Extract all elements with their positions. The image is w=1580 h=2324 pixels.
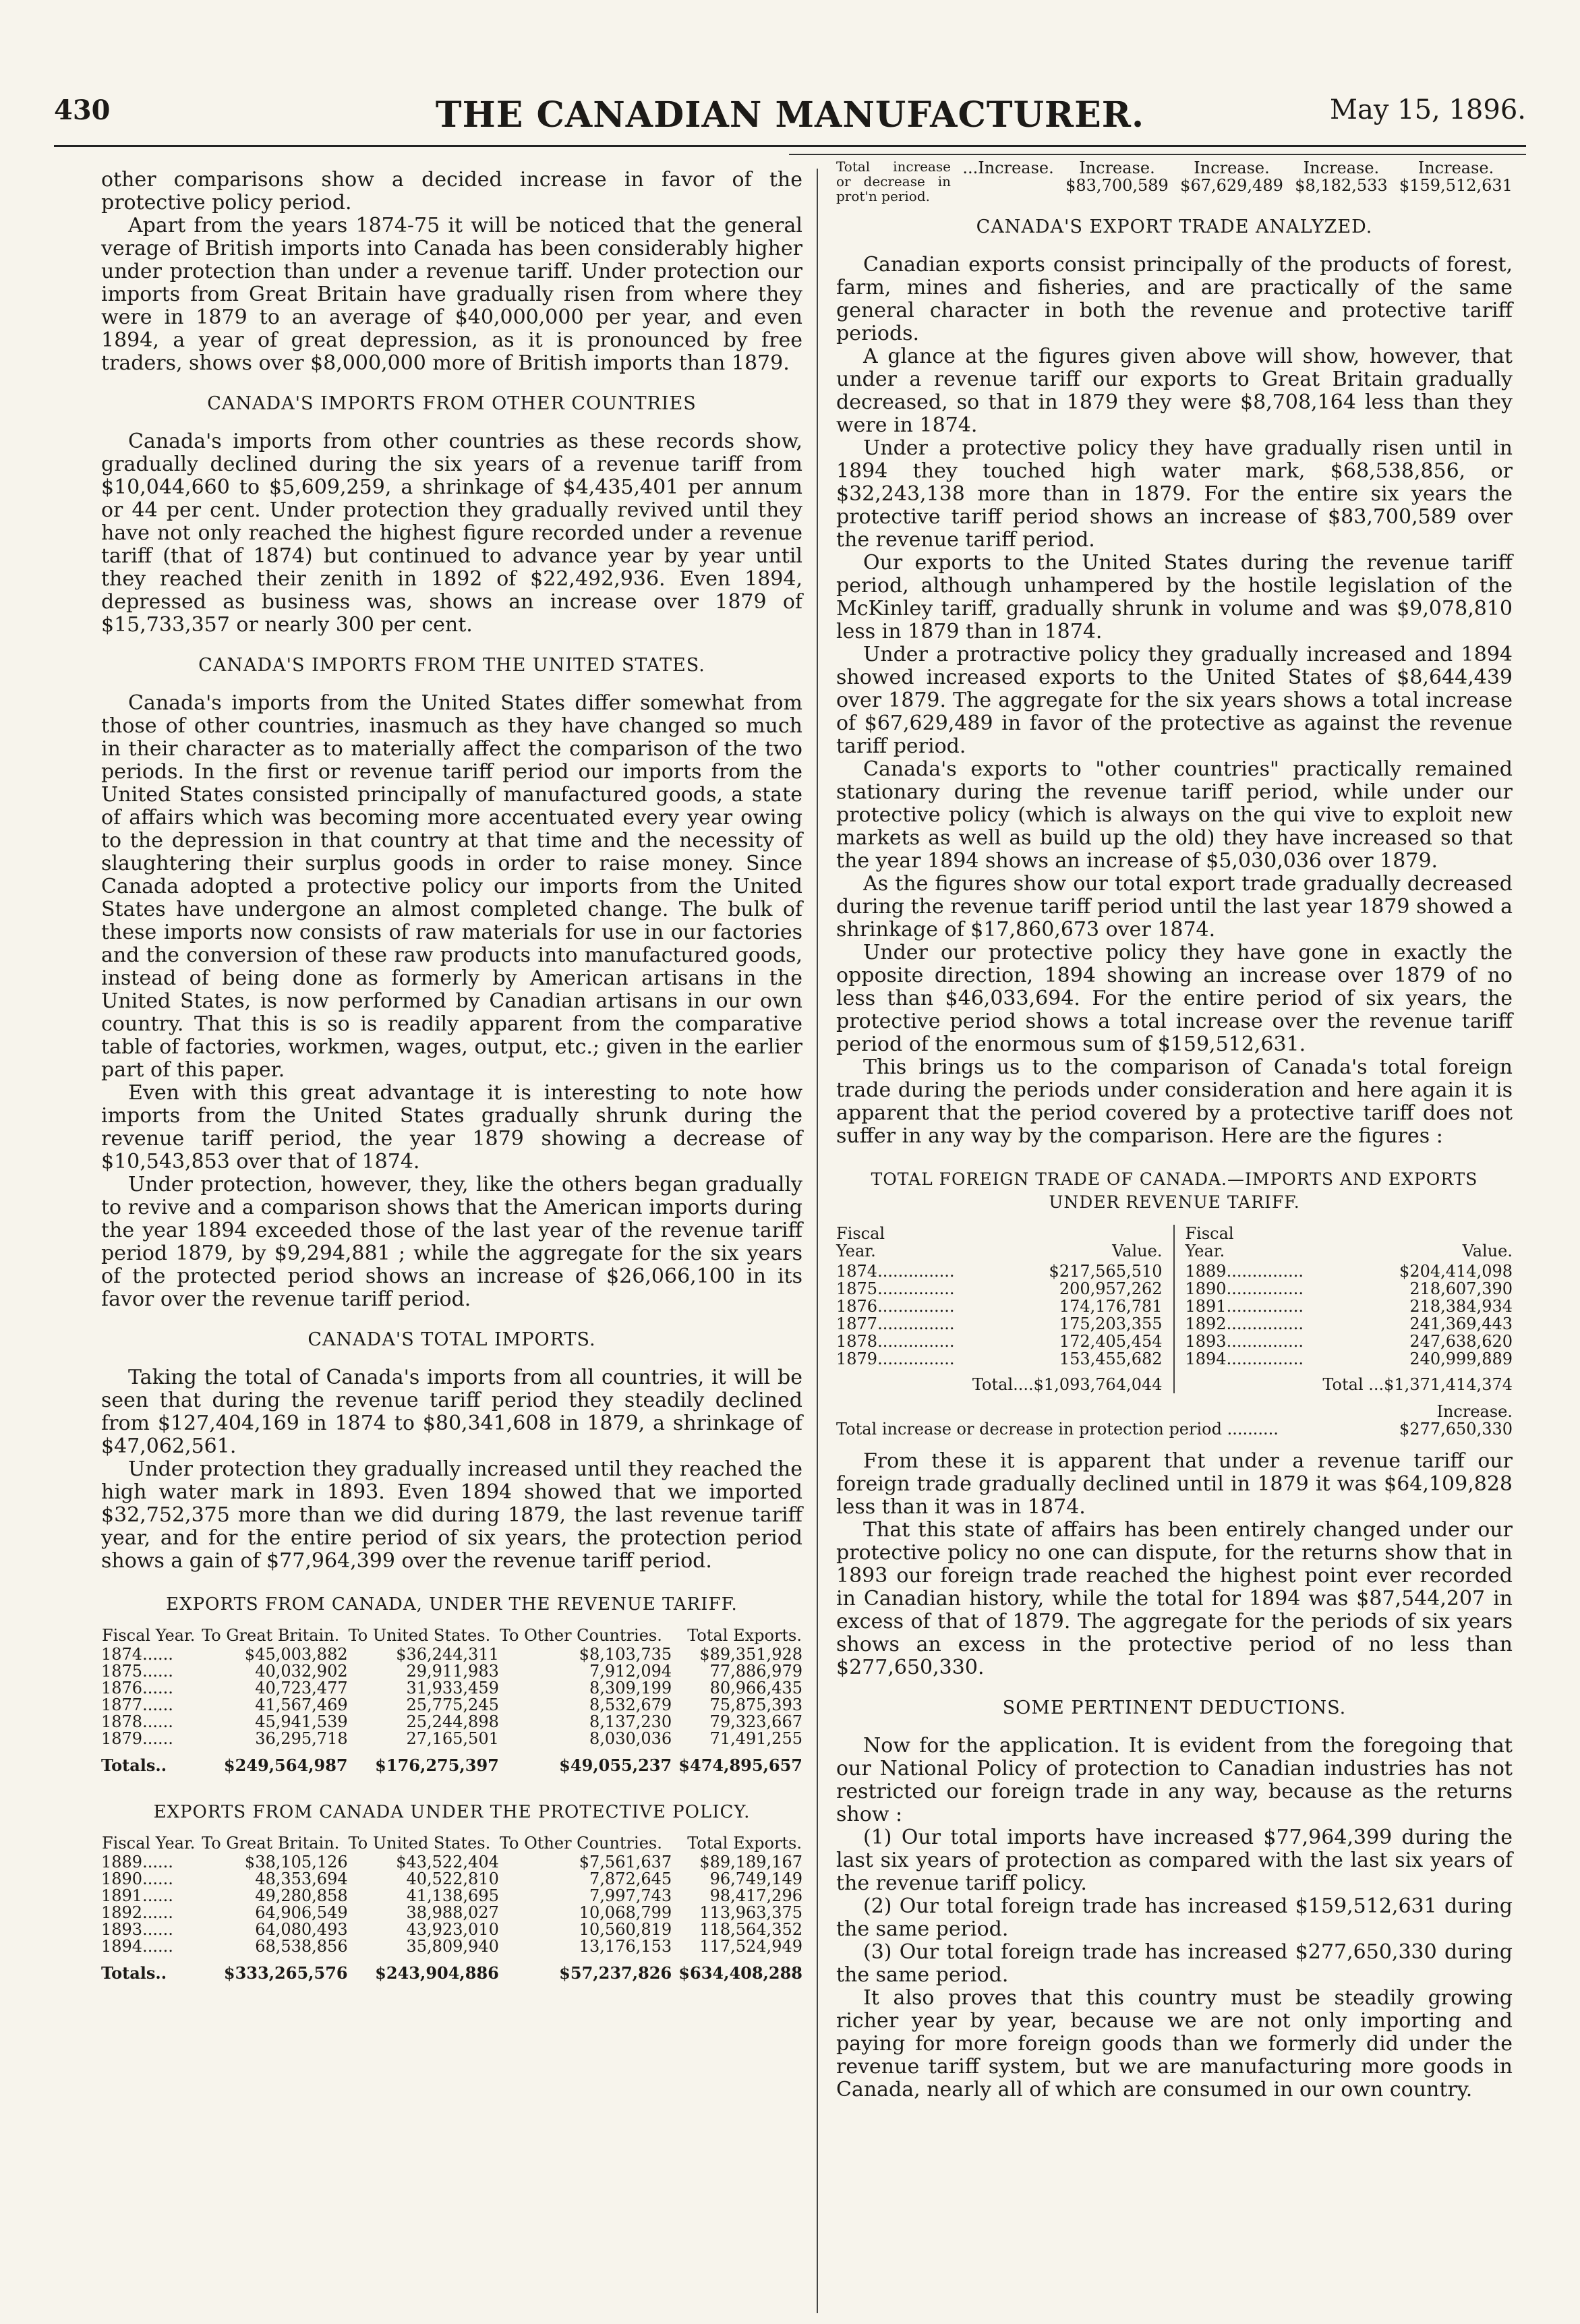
table-cell: 48,353,694 — [255, 1869, 348, 1888]
increase-value: $159,512,631 — [1399, 176, 1513, 195]
table-row — [101, 1921, 802, 1938]
table-cell: 1879...... — [101, 1729, 173, 1748]
table-cell: $204,414,098 — [1399, 1262, 1513, 1281]
table-cell: 77,886,979 — [709, 1662, 802, 1681]
foreign-trade-increase — [836, 1420, 1513, 1438]
column-header: To Great Britain. — [202, 1626, 340, 1645]
paragraph: other comparisons show a decided increase in favor of the protective policy period. — [101, 168, 802, 214]
table-cell: 36,295,718 — [255, 1729, 348, 1748]
section-heading: CANADA'S EXPORT TRADE ANALYZED. — [976, 216, 1373, 237]
table-cell: 200,957,262 — [1059, 1279, 1163, 1298]
table-cell: 96,749,149 — [709, 1869, 802, 1888]
table-cell: 118,564,352 — [699, 1920, 802, 1939]
column-header: Fiscal Year. — [102, 1626, 196, 1645]
table-row — [1186, 1262, 1513, 1280]
paragraph: Now for the application. It is evident from the foregoing that our National Policy of protection to Canadian industries has not restricted our foreign trade in any way, because as the returns show : — [836, 1734, 1513, 1826]
header-rule-short — [789, 154, 1526, 155]
table-cell: 8,309,199 — [589, 1679, 672, 1697]
table-cell: 35,809,940 — [406, 1937, 499, 1956]
paragraph: Under protection, however, they, like the others began gradually to revive and a comparison shows that the American imports during the year 1894 exceeded those of the last year of the revenue tariff period 1879, by $9,294,881 ; while the aggregate for the six years of the protected period shows an increase of $26,066,100 in its favor over the revenue tariff period. — [101, 1173, 802, 1311]
table-cell: $176,275,397 — [375, 1755, 499, 1775]
table-cell: $8,103,735 — [579, 1645, 672, 1664]
table-row — [101, 1938, 802, 1955]
table-cell: 247,638,620 — [1409, 1332, 1513, 1351]
section-heading: CANADA'S IMPORTS FROM OTHER COUNTRIES — [207, 393, 697, 414]
increase-value: $277,650,330 — [1399, 1420, 1513, 1439]
column-divider — [817, 169, 818, 2313]
foreign-trade-table — [836, 1225, 1513, 1393]
table-cell: 7,912,094 — [589, 1662, 672, 1681]
paragraph: Canadian exports consist principally of the products of forest, farm, mines and fisheries, and are practically of the same general character in both the revenue and protective tariff periods. — [836, 253, 1513, 345]
table-cell: 1879............... — [836, 1349, 955, 1368]
table-cell: 41,567,469 — [255, 1695, 348, 1714]
table-row — [1186, 1280, 1513, 1298]
table-cell: 1878...... — [101, 1712, 173, 1731]
table-cell: 64,080,493 — [255, 1920, 348, 1939]
paragraph: (2) Our total foreign trade has increased $159,512,631 during the same period. — [836, 1894, 1513, 1941]
column-header: Total Exports. — [687, 1834, 802, 1853]
column-header: Value. — [1112, 1242, 1163, 1260]
header-rule — [54, 145, 1526, 147]
table-cell: 8,030,036 — [589, 1729, 672, 1748]
table-row — [101, 1697, 802, 1714]
table-cell: 10,560,819 — [579, 1920, 672, 1939]
paragraph: Canada's imports from other countries as these records show, gradually declined during the six years of a revenue tariff from $10,044,660 to $5,609,259, a shrinkage of $4,435,401 per annum or 44 per cent. Under protection they gradually revived until they have not only reached the highest figure recorded under a revenue tariff (that of 1874) but continued to advance year by year until they reached their zenith in 1892 of $22,492,936. Even 1894, depressed as business was, shows an increase over 1879 of $15,733,357 or nearly 300 per cent. — [101, 430, 802, 637]
column-header: To United States. — [348, 1626, 491, 1645]
paragraph: (1) Our total imports have increased $77,964,399 during the last six years of protection as compared with the last six years of the revenue tariff policy. — [836, 1826, 1513, 1895]
table-cell: 49,280,858 — [255, 1886, 348, 1905]
table-row — [1186, 1315, 1513, 1333]
table-total: Total ...$1,371,414,374 — [1322, 1375, 1513, 1394]
table-row — [836, 1280, 1163, 1298]
table-row — [101, 1888, 802, 1905]
section-heading: SOME PERTINENT DEDUCTIONS. — [1002, 1697, 1347, 1718]
table-cell: 71,491,255 — [709, 1729, 802, 1748]
table-title: EXPORTS FROM CANADA UNDER THE PROTECTIVE POLICY. — [153, 1802, 751, 1822]
table-cell: 1877............... — [836, 1314, 955, 1333]
table-cell: $57,237,826 — [559, 1963, 672, 1983]
column-header: To Other Countries. — [499, 1626, 662, 1645]
table-cell: 1893...... — [101, 1920, 173, 1939]
table-row — [101, 1854, 802, 1871]
increase-label: Total increase or decrease in prot'n period. — [836, 158, 951, 204]
table-row — [101, 1731, 802, 1747]
increase-word: ...Increase. — [962, 158, 1054, 177]
table-title: TOTAL FOREIGN TRADE OF CANADA.—IMPORTS AND EXPORTS UNDER REVENUE TARIFF. — [871, 1169, 1478, 1212]
table-cell: 80,966,435 — [709, 1679, 802, 1697]
table-cell: 31,933,459 — [406, 1679, 499, 1697]
table-row — [1186, 1350, 1513, 1368]
table-cell: Totals.. — [101, 1963, 167, 1983]
table-cell: 8,532,679 — [589, 1695, 672, 1714]
increase-word: Increase. — [1194, 158, 1270, 177]
table-cell: 1876............... — [836, 1297, 955, 1316]
paragraph: Canada's exports to "other countries" practically remained stationary during the revenue tariff period, while under our protective policy (which is always on the qui vive to exploit new markets as well as build up the old) they have increased so that the year 1894 shows an increase of $5,030,036 over 1879. — [836, 757, 1513, 873]
table-cell: 1894...... — [101, 1937, 173, 1956]
table-cell: 117,524,949 — [699, 1937, 802, 1956]
table-cell: 40,522,810 — [406, 1869, 499, 1888]
table-cell: 1875...... — [101, 1662, 173, 1681]
table-cell: 1891...... — [101, 1886, 173, 1905]
table-cell: 153,455,682 — [1059, 1349, 1163, 1368]
exports-revenue-table — [101, 1627, 802, 1774]
table-cell: 40,032,902 — [255, 1662, 348, 1681]
paragraph: This brings us to the comparison of Canada's total foreign trade during the periods under consideration and here again it is apparent that the period covered by a protective tariff does not suffer in any way by the comparison. Here are the figures : — [836, 1055, 1513, 1148]
table-cell: 1893............... — [1185, 1332, 1304, 1351]
table-cell: $7,561,637 — [579, 1853, 672, 1871]
table-cell: 1890............... — [1185, 1279, 1304, 1298]
column-header: To United States. — [348, 1834, 491, 1853]
table-row — [836, 1298, 1163, 1315]
increase-summary-row — [836, 159, 1513, 204]
table-cell: 1892...... — [101, 1903, 173, 1922]
table-cell: 1891............... — [1185, 1297, 1304, 1316]
issue-date: May 15, 1896. — [1330, 94, 1526, 125]
paragraph: A glance at the figures given above will show, however, that under a revenue tariff our exports to Great Britain gradually decreased, so that in 1879 they were $8,708,164 less than they were in 1874. — [836, 345, 1513, 437]
page-header — [54, 94, 1526, 142]
table-cell: $634,408,288 — [678, 1963, 802, 1983]
paragraph: It also proves that this country must be steadily growing richer year by year, because we are not only importing and paying for more foreign goods than we formerly did under the revenue tariff system, but we are manufacturing more goods in Canada, nearly all of which are consumed in our own country. — [836, 1986, 1513, 2101]
table-cell: 8,137,230 — [589, 1712, 672, 1731]
paragraph: Apart from the years 1874-75 it will be noticed that the general verage of British imports into Canada has been considerably higher under protection than under a revenue tariff. Under protection our imports from Great Britain have gradually risen from where they were in 1879 to an average of $40,000,000 per year, and even 1894, a year of great depression, as it is pronounced by free traders, shows over $8,000,000 more of British imports than 1879. — [101, 214, 802, 375]
table-cell: 10,068,799 — [579, 1903, 672, 1922]
table-title: EXPORTS FROM CANADA, UNDER THE REVENUE TARIFF. — [166, 1594, 738, 1615]
page-number: 430 — [54, 94, 111, 126]
totals-row — [101, 1747, 802, 1774]
table-cell: 240,999,889 — [1409, 1349, 1513, 1368]
foreign-trade-revenue — [836, 1225, 1175, 1393]
table-cell: 1874...... — [101, 1645, 173, 1664]
column-header: To Great Britain. — [202, 1834, 340, 1853]
paragraph: As the figures show our total export trade gradually decreased during the revenue tariff period until the last year 1879 showed a shrinkage of $17,860,673 over 1874. — [836, 872, 1513, 941]
table-cell: 1874............... — [836, 1262, 955, 1281]
table-cell: 241,369,443 — [1409, 1314, 1513, 1333]
paragraph: Taking the total of Canada's imports from all countries, it will be seen that during the revenue tariff period they steadily declined from $127,404,169 in 1874 to $80,341,608 in 1879, a shrinkage of $47,062,561. — [101, 1366, 802, 1458]
table-cell: $243,904,886 — [375, 1963, 499, 1983]
table-cell: $474,895,657 — [678, 1755, 802, 1775]
increase-word: Increase. — [1436, 1402, 1513, 1421]
section-heading: CANADA'S TOTAL IMPORTS. — [308, 1329, 596, 1350]
increase-label: Total increase or decrease in protection period .......... — [836, 1420, 1279, 1439]
totals-row — [101, 1955, 802, 1981]
table-cell: 218,384,934 — [1409, 1297, 1513, 1316]
table-cell: 40,723,477 — [255, 1679, 348, 1697]
increase-word: Increase. — [1079, 158, 1155, 177]
increase-value: $67,629,489 — [1180, 176, 1283, 195]
table-cell: 45,941,539 — [255, 1712, 348, 1731]
foreign-trade-protective — [1175, 1225, 1513, 1393]
table-row — [836, 1315, 1163, 1333]
table-cell: $249,564,987 — [223, 1755, 348, 1775]
column-header: Fiscal Year. — [836, 1224, 885, 1260]
table-row — [101, 1871, 802, 1888]
paragraph: From these it is apparent that under a revenue tariff our foreign trade gradually declined until in 1879 it was $64,109,828 less than it was in 1874. — [836, 1449, 1513, 1519]
table-cell: 25,775,245 — [406, 1695, 499, 1714]
paragraph: Under a protractive policy they gradually increased and 1894 showed increased exports to the United States of $8,644,439 over 1879. The aggregate for the six years shows a total increase of $67,629,489 in favor of the protective as against the revenue tariff period. — [836, 643, 1513, 758]
table-cell: 79,323,667 — [709, 1712, 802, 1731]
table-cell: 13,176,153 — [579, 1937, 672, 1956]
paragraph: Canada's imports from the United States differ somewhat from those of other countries, inasmuch as they have changed so much in their character as to materially affect the comparison of the two periods. In the first or revenue tariff period our imports from the United States consisted principally of manufactured goods, a state of affairs which was becoming more accentuated every year owing to the depression in that country at that time and the necessity of slaughtering their surplus goods in order to raise money. Since Canada adopted a protective policy our imports from the United States have undergone an almost completed change. The bulk of these imports now consists of raw materials for use in our factories and the conversion of these raw products into manufactured goods, instead of being done as formerly by American artisans in the United States, is now performed by Canadian artisans in our own country. That this is so is readily apparent from the comparative table of factories, workmen, wages, output, etc.; given in the earlier part of this paper. — [101, 691, 802, 1082]
table-cell: 1878............... — [836, 1332, 955, 1351]
table-cell: 1889............... — [1185, 1262, 1304, 1281]
table-cell: 113,963,375 — [699, 1903, 802, 1922]
table-cell: 174,176,781 — [1059, 1297, 1163, 1316]
paragraph: Even with this great advantage it is interesting to note how imports from the United States gradually shrunk during the revenue tariff period, the year 1879 showing a decrease of $10,543,853 over that of 1874. — [101, 1081, 802, 1173]
table-row — [836, 1262, 1163, 1280]
table-cell: 175,203,355 — [1059, 1314, 1163, 1333]
table-row — [101, 1905, 802, 1921]
table-cell: 1892............... — [1185, 1314, 1304, 1333]
table-cell: 38,988,027 — [406, 1903, 499, 1922]
table-cell: 7,872,645 — [589, 1869, 672, 1888]
table-cell: $217,565,510 — [1049, 1262, 1163, 1281]
table-cell: $38,105,126 — [244, 1853, 348, 1871]
table-row — [101, 1714, 802, 1731]
paragraph: Under our protective policy they have gone in exactly the opposite direction, 1894 showing an increase over 1879 of no less than $46,033,694. For the entire period of six years, the protective period shows a total increase over the revenue tariff period of the enormous sum of $159,512,631. — [836, 941, 1513, 1056]
table-cell: $49,055,237 — [559, 1755, 672, 1775]
table-cell: 1876...... — [101, 1679, 173, 1697]
paragraph: Under protection they gradually increased until they reached the high water mark in 1893. Even 1894 showed that we imported $32,752,375 more than we did during 1879, the last revenue tariff year, and for the entire period of six years, the protection period shows a gain of $77,964,399 over the revenue tariff period. — [101, 1457, 802, 1573]
table-row — [836, 1333, 1163, 1350]
table-row — [1186, 1298, 1513, 1315]
table-cell: 1894............... — [1185, 1349, 1304, 1368]
column-header: Total Exports. — [687, 1626, 802, 1645]
table-cell: 29,911,983 — [406, 1662, 499, 1681]
table-row — [101, 1680, 802, 1697]
table-cell: 43,923,010 — [406, 1920, 499, 1939]
table-cell: 25,244,898 — [406, 1712, 499, 1731]
table-cell: 1890...... — [101, 1869, 173, 1888]
paragraph: Our exports to the United States during the revenue tariff period, although unhampered by the hostile legislation of the McKinley tariff, gradually shrunk in volume and was $9,078,810 less in 1879 than in 1874. — [836, 551, 1513, 643]
table-cell: $43,522,404 — [396, 1853, 499, 1871]
table-cell: 27,165,501 — [406, 1729, 499, 1748]
table-cell: 1877...... — [101, 1695, 173, 1714]
journal-title: THE CANADIAN MANUFACTURER. — [435, 94, 1145, 136]
table-row — [836, 1350, 1163, 1368]
table-cell: $333,265,576 — [223, 1963, 348, 1983]
table-row — [101, 1646, 802, 1663]
table-cell: 172,405,454 — [1059, 1332, 1163, 1351]
table-cell: Totals.. — [101, 1755, 167, 1775]
column-header: Fiscal Year. — [102, 1834, 196, 1853]
column-header: To Other Countries. — [499, 1834, 662, 1853]
increase-word: Increase. — [1303, 158, 1380, 177]
column-header: Value. — [1462, 1242, 1513, 1260]
table-row — [1186, 1333, 1513, 1350]
table-cell: 7,997,743 — [589, 1886, 672, 1905]
table-cell: $36,244,311 — [396, 1645, 499, 1664]
increase-value: $83,700,589 — [1065, 176, 1169, 195]
paragraph: That this state of affairs has been entirely changed under our protective policy no one can dispute, for the returns show that in 1893 our foreign trade reached the highest point ever recorded in Canadian history, while the total for 1894 was $87,544,207 in excess of that of 1879. The aggregate for the periods of six years shows an excess in the protective period of no less than $277,650,330. — [836, 1518, 1513, 1679]
section-heading: CANADA'S IMPORTS FROM THE UNITED STATES. — [198, 655, 705, 676]
table-cell: 64,906,549 — [255, 1903, 348, 1922]
table-cell: $45,003,882 — [244, 1645, 348, 1664]
table-cell: 98,417,296 — [709, 1886, 802, 1905]
table-cell: 1875............... — [836, 1279, 955, 1298]
table-cell: 218,607,390 — [1409, 1279, 1513, 1298]
exports-protective-table — [101, 1834, 802, 1981]
table-cell: 1889...... — [101, 1853, 173, 1871]
right-column — [836, 159, 1513, 2101]
table-cell: 41,138,695 — [406, 1886, 499, 1905]
column-header: Fiscal Year. — [1185, 1224, 1234, 1260]
paragraph: Under a protective policy they have gradually risen until in 1894 they touched high water mark, $68,538,856, or $32,243,138 more than in 1879. For the entire six years the protective tariff period shows an increase of $83,700,589 over the revenue tariff period. — [836, 436, 1513, 552]
paragraph: (3) Our total foreign trade has increased $277,650,330 during the same period. — [836, 1940, 1513, 1987]
table-cell: $89,351,928 — [699, 1645, 802, 1664]
increase-word: Increase. — [1417, 158, 1494, 177]
table-row — [101, 1663, 802, 1680]
left-column — [101, 169, 802, 1981]
table-cell: $89,189,167 — [699, 1853, 802, 1871]
table-cell: 68,538,856 — [255, 1937, 348, 1956]
table-cell: 75,875,393 — [709, 1695, 802, 1714]
increase-value: $8,182,533 — [1295, 176, 1388, 195]
table-total: Total....$1,093,764,044 — [972, 1375, 1163, 1394]
